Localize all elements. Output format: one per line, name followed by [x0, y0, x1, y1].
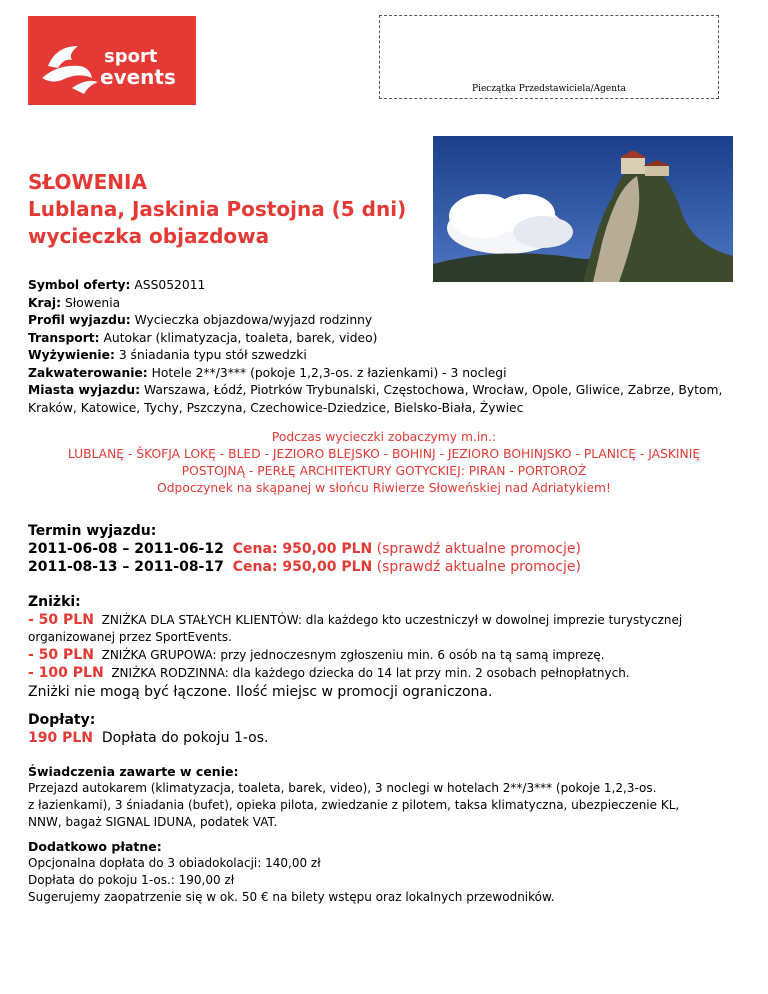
offer-title: [28, 169, 406, 250]
discount-item: - 100 PLN ZNIŻKA RODZINNA: dla każdego dziecka do 14 lat przy min. 2 osobach pełnopłatnych.: [28, 665, 630, 681]
trip-highlights: [28, 429, 740, 497]
extra-item: Dopłata do pokoju 1-os.: 190,00 zł: [28, 873, 235, 887]
highlights-line: Odpoczynek na skąpanej w słońcu Riwierze Słoweńskiej nad Adriatykiem!: [157, 481, 611, 495]
surcharge-item: 190 PLN Dopłata do pokoju 1-os.: [28, 730, 269, 746]
info-transport: Transport: Autokar (klimatyzacja, toaleta, barek, video): [28, 330, 378, 345]
discount-item: - 50 PLN ZNIŻKA GRUPOWA: przy jednoczesnym zgłoszeniu min. 6 osób na tą samą imprezę.: [28, 647, 605, 663]
title-trip-type: wycieczka objazdowa: [28, 224, 270, 248]
included-heading: Świadczenia zawarte w cenie:: [28, 764, 239, 779]
terms-heading: Termin wyjazdu:: [28, 523, 157, 539]
extra-payable-section: [28, 838, 744, 906]
bled-castle-photo: [433, 136, 733, 282]
term-row: 2011-08-13 – 2011-08-17 Cena: 950,00 PLN (sprawdź aktualne promocje): [28, 559, 582, 575]
highlights-line: POSTOJNĄ - PERŁĘ ARCHITEKTURY GOTYCKIEJ: PIRAN - PORTOROŻ: [181, 464, 587, 478]
logo-mark-icon: [28, 16, 196, 105]
term-row: 2011-06-08 – 2011-06-12 Cena: 950,00 PLN (sprawdź aktualne promocje): [28, 541, 582, 557]
info-accommodation: Zakwaterowanie: Hotele 2**/3*** (pokoje 1,2,3-os. z łazienkami) - 3 noclegi: [28, 365, 507, 380]
agent-stamp-box: [379, 15, 719, 99]
included-text: NNW, bagaż SIGNAL IDUNA, podatek VAT.: [28, 815, 278, 829]
extra-item: Sugerujemy zaopatrzenie się w ok. 50 € na bilety wstępu oraz lokalnych przewodników.: [28, 890, 555, 904]
discounts-note: Zniżki nie mogą być łączone. Ilość miejsc w promocji ograniczona.: [28, 684, 493, 700]
surcharges-heading: Dopłaty:: [28, 712, 96, 728]
title-country: SŁOWENIA: [28, 170, 147, 194]
sport-events-logo: [28, 16, 196, 105]
discounts-heading: Zniżki:: [28, 594, 81, 610]
svg-text:events: events: [100, 65, 176, 89]
info-country: Kraj: Słowenia: [28, 295, 121, 310]
svg-text:sport: sport: [104, 46, 158, 67]
extra-item: Opcjonalna dopłata do 3 obiadokolacji: 140,00 zł: [28, 856, 321, 870]
info-meals: Wyżywienie: 3 śniadania typu stół szwedzki: [28, 348, 307, 362]
highlights-intro: Podczas wycieczki zobaczymy m.in.:: [271, 430, 497, 444]
extra-heading: Dodatkowo płatne:: [28, 839, 162, 854]
discount-item: - 50 PLN ZNIŻKA DLA STAŁYCH KLIENTÓW: dla każdego kto uczestniczył w dowolnej imprezie turystycznej organizowanej przez SportEvents.: [28, 612, 683, 644]
included-text: Przejazd autokarem (klimatyzacja, toaleta, barek, video), 3 noclegi w hotelach 2**/3*** (pokoje 1,2,3-os.: [28, 781, 657, 795]
highlights-line: LUBLANĘ - ŠKOFJA LOKĘ - BLED - JEZIORO BLEJSKO - BOHINJ - JEZIORO BOHINJSKO - PLANICĘ - JASKINIĘ: [67, 447, 701, 461]
info-symbol: Symbol oferty: ASS052011: [28, 278, 206, 292]
discounts-section: [28, 593, 744, 702]
departure-terms: [28, 522, 744, 576]
info-profile: Profil wyjazdu: Wycieczka objazdowa/wyjazd rodzinny: [28, 313, 373, 327]
title-destination: Lublana, Jaskinia Postojna (5 dni): [28, 197, 407, 221]
included-section: [28, 763, 744, 831]
stamp-label: Pieczątka Przedstawiciela/Agenta: [472, 84, 626, 94]
offer-info: [28, 277, 744, 417]
info-departure-cities: Miasta wyjazdu: Warszawa, Łódź, Piotrków Trybunalski, Częstochowa, Wrocław, Opole, Gliwice, Zabrze, Bytom, Kraków, Katowice, Tychy, Pszczyna, Czechowice-Dziedzice, Bielsko-Biała, Żywiec: [28, 383, 723, 415]
included-text: z łazienkami), 3 śniadania (bufet), opieka pilota, zwiedzanie z pilotem, taksa klimatyczna, ubezpieczenie KL,: [28, 798, 680, 812]
surcharges-section: [28, 711, 744, 747]
